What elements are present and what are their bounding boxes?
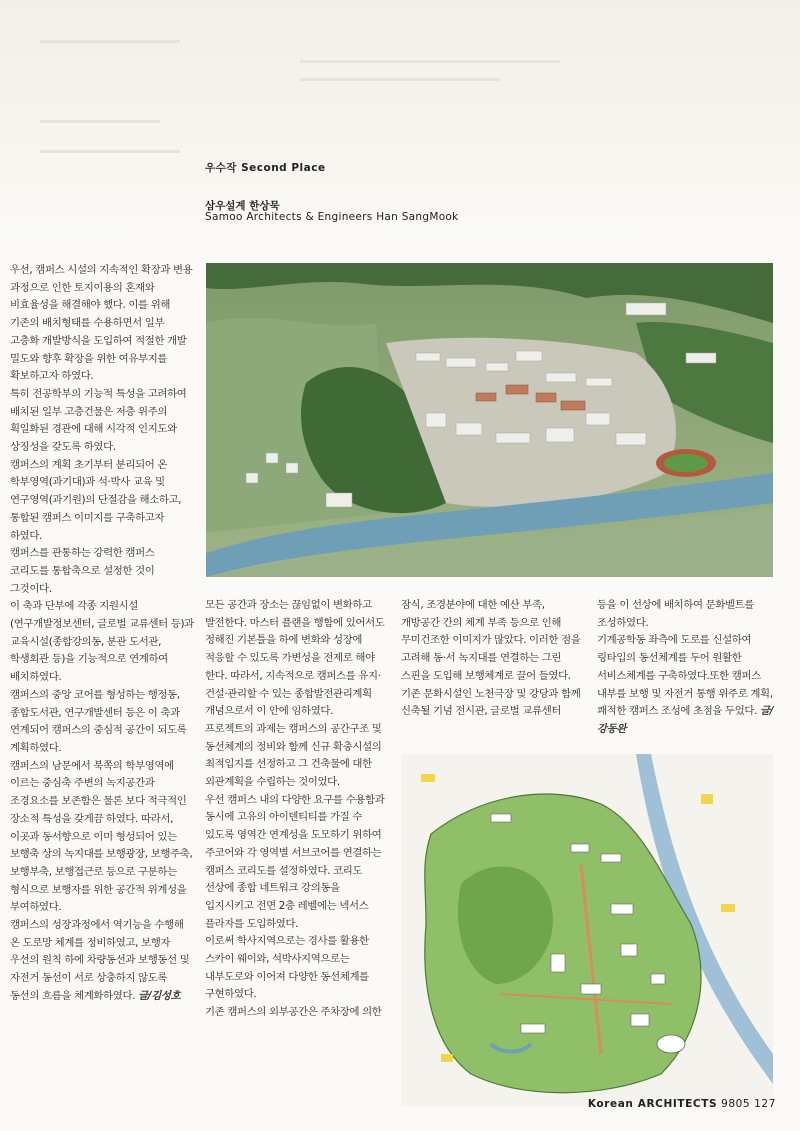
magazine-name: Korean ARCHITECTS xyxy=(587,1098,718,1110)
paragraph: 우선 캠퍼스 내의 다양한 요구를 수용함과 동시에 고유의 아이덴티티를 가질 수 있도록 영역간 연계성을 도모하기 위하여 주코어와 각 영역별 서브코어를 연결하는 캠퍼스 코리도를 설정하였다. 코리도 선상에 종합 네트워크 강의동을 입지시키고 전면 2층 레벨에는 넥서스 플라자를 도입하였다. xyxy=(205,793,385,930)
paragraph-with-credit xyxy=(597,632,783,738)
paragraph: 프로젝트의 과제는 캠퍼스의 공간구조 및 동선체계의 정비와 함께 신규 확충시설의 최적입지를 선정하고 그 건축물에 대한 외관계획을 수립하는 것이었다. xyxy=(205,722,382,789)
paragraph-with-credit xyxy=(10,917,196,1006)
author-credit: 글/김성호 xyxy=(138,989,181,1002)
campus-master-plan xyxy=(401,754,773,1106)
body-column-2 xyxy=(205,597,387,1022)
page-number: 127 xyxy=(754,1098,776,1110)
paragraph: 이로써 학사지역으로는 경사를 활용한 스카이 웨이와, 석박사지역으로는 내부도로와 이어져 다양한 동선체계를 구현하였다. xyxy=(205,935,369,1001)
firm-name-english: Samoo Architects & Engineers Han SangMook xyxy=(205,211,459,223)
paragraph: 이 축과 단부에 각종 지원시설(연구개발정보센터, 글로벌 교류센터 등)과 교육시설(종합강의동, 분관 도서관, 학생회관 등)을 기능적으로 연계하여 배치하였다. xyxy=(10,600,194,684)
paragraph-text: 기계공학동 좌측에 도로를 신설하여 링타입의 동선체계를 두어 원활한 서비스체계를 구축하였다.또한 캠퍼스 내부를 보행 및 자전거 통행 위주로 계획, 쾌적한 캠퍼스 조성에 초점을 두었다. xyxy=(597,634,773,718)
paragraph: 기존 문화시설인 노천극장 및 강당과 함께 신축될 기념 전시관, 글로벌 교류센터 xyxy=(401,687,581,718)
page-footer xyxy=(588,1098,776,1110)
paragraph: 기존 캠퍼스의 외부공간은 주차장에 의한 xyxy=(205,1006,382,1019)
paragraph: 캠퍼스의 남문에서 북쪽의 학부영역에 이르는 중심축 주변의 녹지공간과 조경요소를 보존함은 물론 보다 적극적인 장소적 특성을 갖게끔 하였다. 따라서, 이곳과 동서향으로 이미 형성되어 있는 보행축 상의 녹지대를 보행광장, 보행주축, 보행부축, 보행접근로 등으로 구분하는 형식으로 보행자를 위한 공간적 위계성을 부여하였다. xyxy=(10,759,193,914)
author-credit: 글/강동완 xyxy=(597,705,774,735)
award-title: 우수작 Second Place xyxy=(205,162,326,174)
paragraph: 우선, 캠퍼스 시설의 지속적인 확장과 변용 과정으로 인한 토지이용의 혼재와 비효율성을 해결해야 했다. 이를 위해 기존의 배치형태를 수용하면서 일부 고층화 개발방식을 도입하여 적절한 개발 밀도와 향후 확장을 위한 여유부지를 확보하고자 하였다. xyxy=(10,264,193,383)
issue-number: 9805 xyxy=(721,1098,751,1110)
paragraph: 캠퍼스를 관통하는 강력한 캠퍼스 코리도를 통합축으로 설정한 것이 그것이다. xyxy=(10,547,155,595)
paragraph: 잠식, 조경분야에 대한 예산 부족, 개방공간 간의 체계 부족 등으로 인해 무미건조한 이미지가 많았다. 이러한 점을 고려해 동·서 녹지대를 연결하는 그린 스핀을 도입해 보행체계로 끌어 들였다. xyxy=(401,599,581,682)
body-column-4 xyxy=(597,597,783,739)
faint-previous-page-print xyxy=(0,0,800,240)
paragraph: 등을 이 선상에 배치하여 문화벨트를 조성하였다. xyxy=(597,599,755,629)
firm-name-korean: 삼우설계 한상묵 xyxy=(205,200,280,212)
body-column-3 xyxy=(401,597,586,721)
body-column-1 xyxy=(10,262,196,1006)
paragraph: 캠퍼스의 계획 초기부터 분리되어 온 학부영역(과기대)과 석·박사 교육 및 연구영역(과기원)의 단절감을 해소하고, 통합된 캠퍼스 이미지를 구축하고자 하였다. xyxy=(10,458,182,542)
paragraph: 모든 공간과 장소는 끊임없이 변화하고 발전한다. 마스터 플랜을 행함에 있어서도 정해진 기본틀을 하에 변화와 성장에 적응할 수 있도록 가변성을 전제로 해야 한다. 따라서, 지속적으로 캠퍼스를 유지·건설·관리할 수 있는 종합발전관리계획 개념으로서 이 안에 임하였다. xyxy=(205,599,385,718)
aerial-campus-rendering xyxy=(206,263,773,577)
paragraph: 특히 전공학부의 기능적 특성을 고려하여 배치된 일부 고층건물은 저층 위주의 획일화된 경관에 대해 시각적 인지도와 상징성을 갖도록 하였다. xyxy=(10,387,187,454)
paragraph: 캠퍼스의 중앙 코어를 형성하는 행정동, 종합도서관, 연구개발센터 등은 이 축과 연계되어 캠퍼스의 중심적 공간이 되도록 계획하였다. xyxy=(10,688,187,754)
paragraph-text: 캠퍼스의 성장과정에서 역기능을 수행해 온 도로망 체계를 정비하였고, 보행자 우선의 원칙 하에 차량동선과 보행동선 및 자전거 동선이 서로 상충하지 않도록 동선의 흐름을 체계화하였다. xyxy=(10,919,190,1002)
